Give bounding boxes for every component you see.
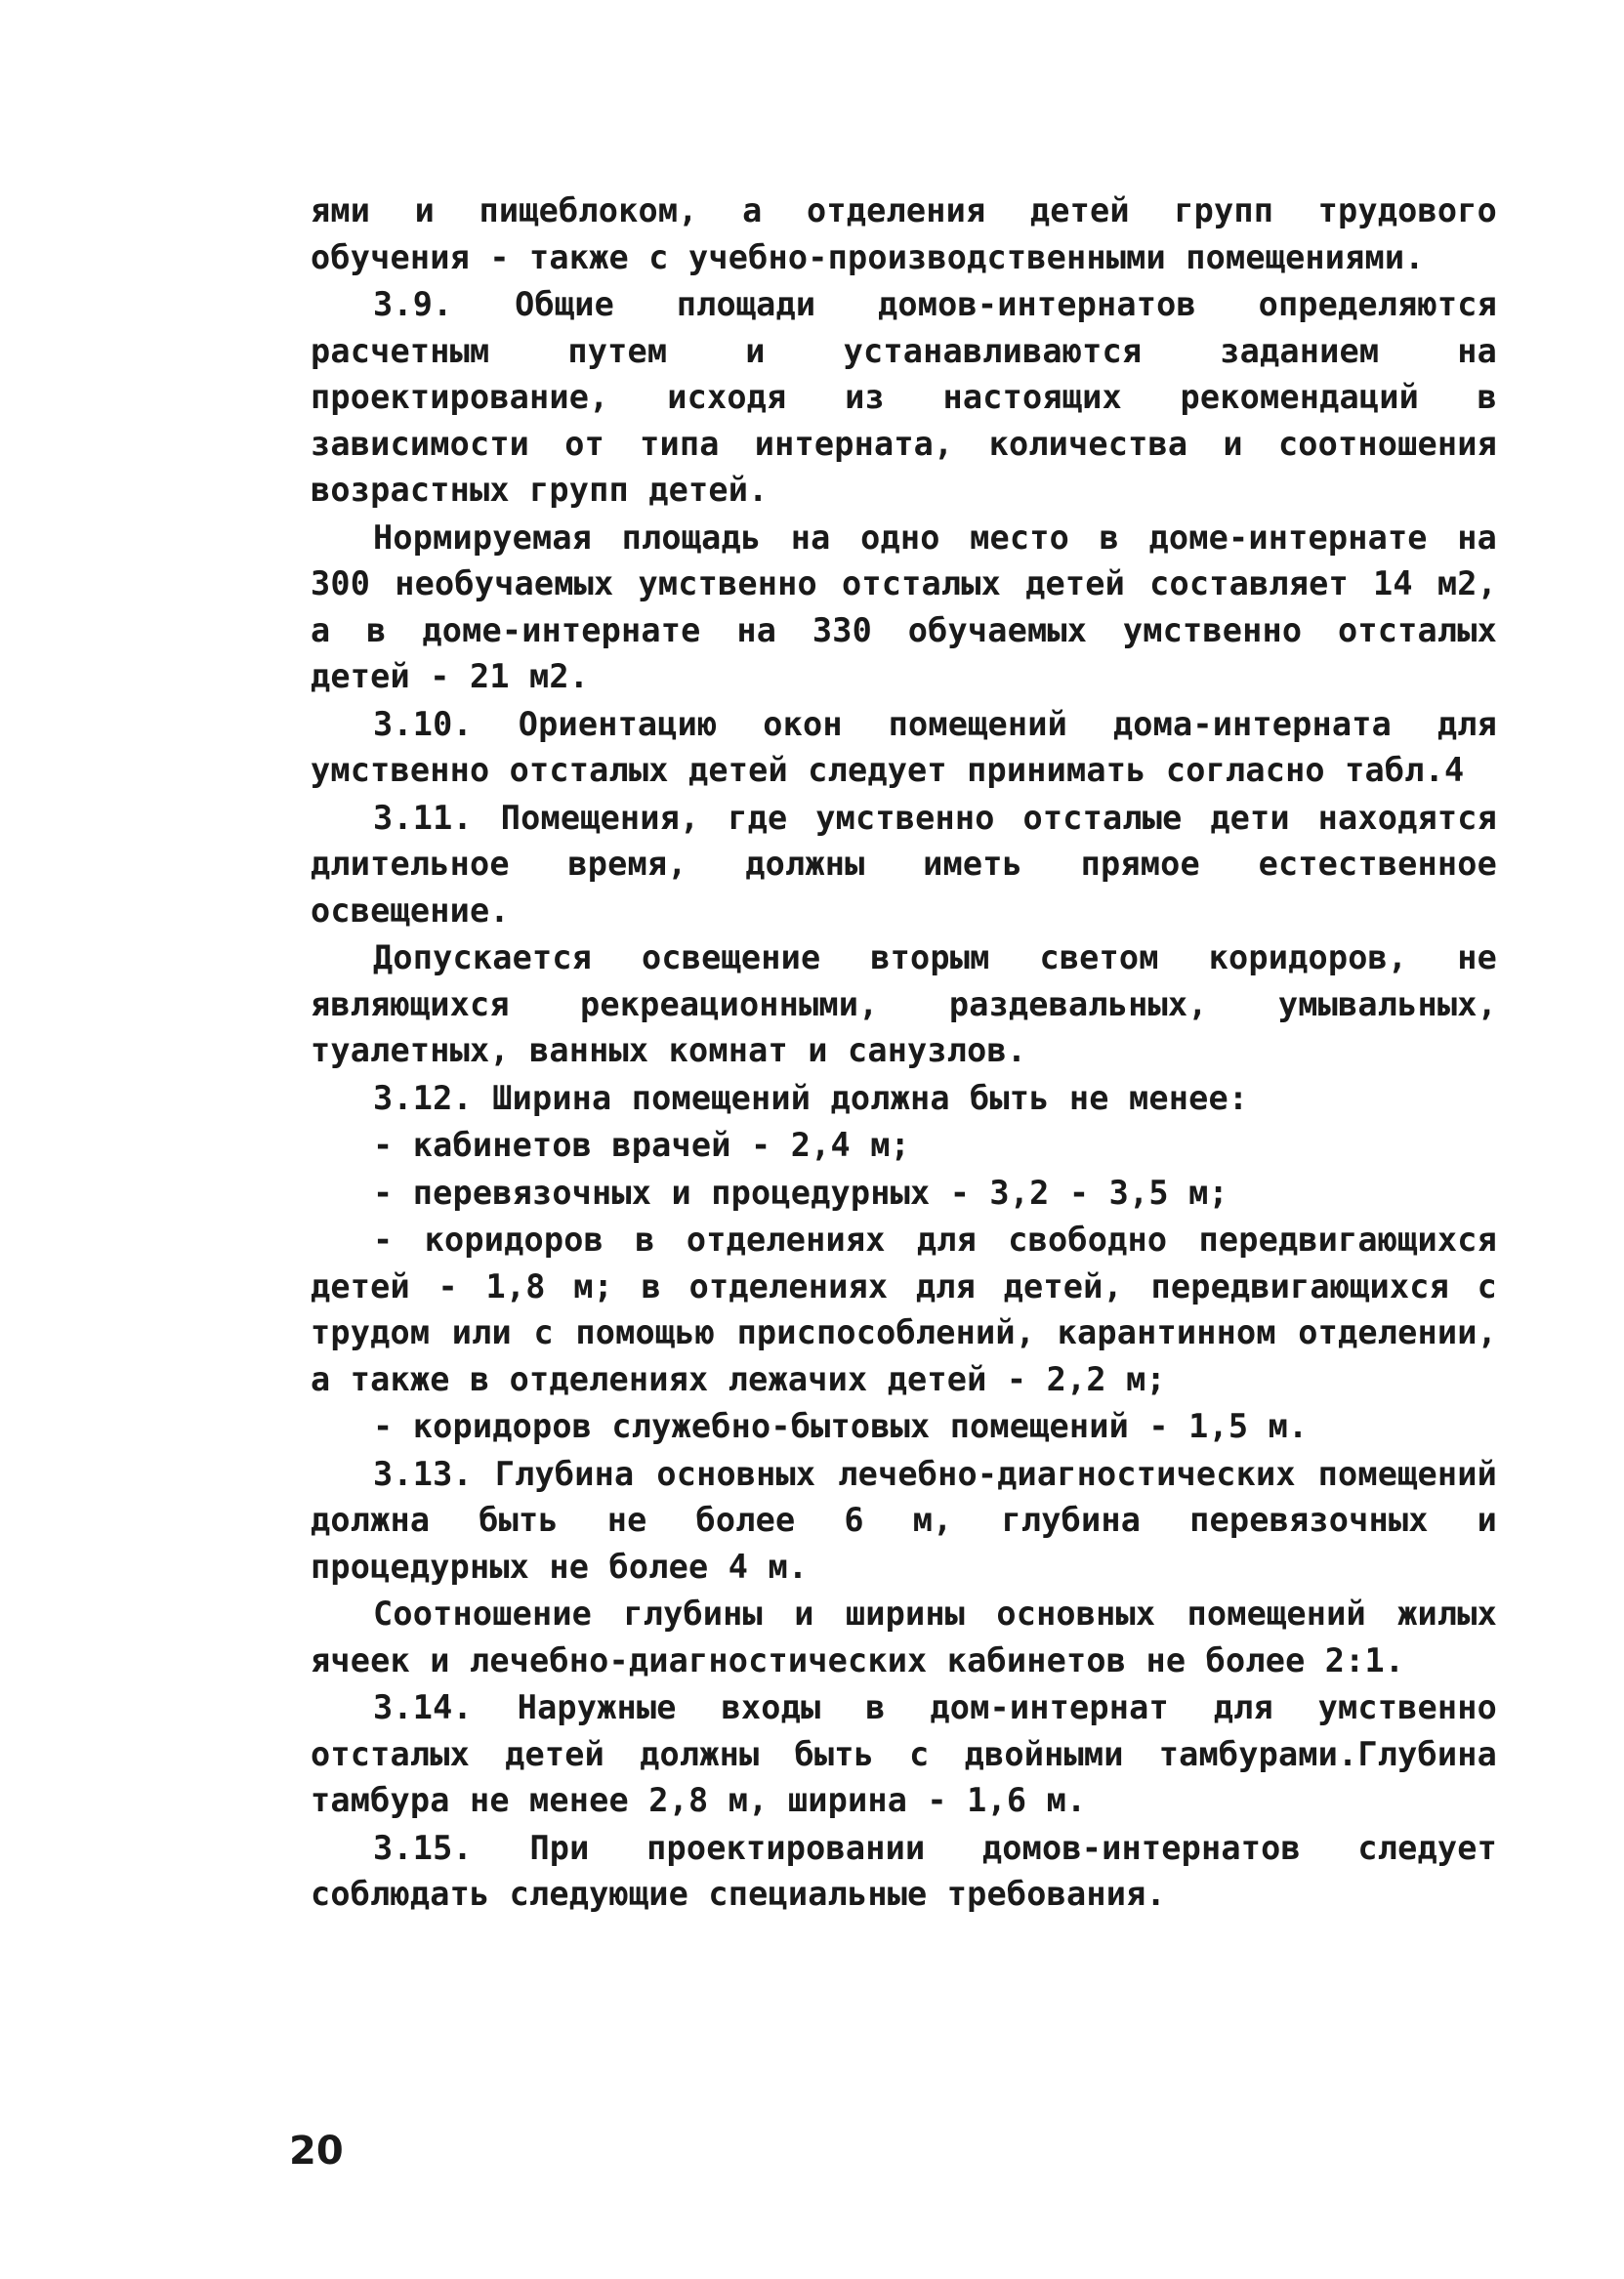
paragraph-second-light: Допускается освещение вторым светом коридоров, не являющихся рекреационными, раздевальных, умывальных, туалетных, ванных комнат и санузлов. [311,938,1497,1069]
list-item-dressing-rooms: - перевязочных и процедурных - 3,2 - 3,5 м; [373,1173,1228,1212]
paragraph-3-15: 3.15. При проектировании домов-интернатов следует соблюдать следующие специальные требования. [311,1828,1497,1913]
paragraph-3-9: 3.9. Общие площади домов-интернатов определяются расчетным путем и устанавливаются заданием на проектирование, исходя из настоящих рекомендаций в зависимости от типа интерната, количества и соотношения возрастных групп детей. [311,285,1497,509]
paragraph-3-11: 3.11. Помещения, где умственно отсталые дети находятся длительное время, должны иметь прямое естественное освещение. [311,798,1497,930]
body-text [311,187,1497,1919]
paragraph-3-12: 3.12. Ширина помещений должна быть не менее: [373,1078,1249,1117]
paragraph-3-10: 3.10. Ориентацию окон помещений дома-интерната для умственно отсталых детей следует принимать согласно табл.4 [311,704,1497,789]
paragraph-continuation: ями и пищеблоком, а отделения детей групп трудового обучения - также с учебно-производственными помещениями. [311,191,1497,276]
paragraph-normative-area: Нормируемая площадь на одно место в доме-интернате на 300 необучаемых умственно отсталых детей составляет 14 м2, а в доме-интернате на 330 обучаемых умственно отсталых детей - 21 м2. [311,518,1497,695]
list-item-doctors-offices: - кабинетов врачей - 2,4 м; [373,1126,910,1164]
page-number: 20 [289,2129,344,2174]
paragraph-3-14: 3.14. Наружные входы в дом-интернат для умственно отсталых детей должны быть с двойными тамбурами.Глубина тамбура не менее 2,8 м, ширина - 1,6 м. [311,1688,1497,1819]
paragraph-depth-ratio: Соотношение глубины и ширины основных помещений жилых ячеек и лечебно-диагностических кабинетов не более 2:1. [311,1595,1497,1679]
list-item-corridors-service: - коридоров служебно-бытовых помещений - 1,5 м. [373,1407,1309,1445]
list-item-corridors-departments: - коридоров в отделениях для свободно передвигающихся детей - 1,8 м; в отделениях для детей, передвигающихся с трудом или с помощью приспособлений, карантинном отделении, а также в отделениях лежачих детей - 2,2 м; [311,1221,1497,1398]
paragraph-3-13: 3.13. Глубина основных лечебно-диагностических помещений должна быть не более 6 м, глубина перевязочных и процедурных не более 4 м. [311,1454,1497,1586]
